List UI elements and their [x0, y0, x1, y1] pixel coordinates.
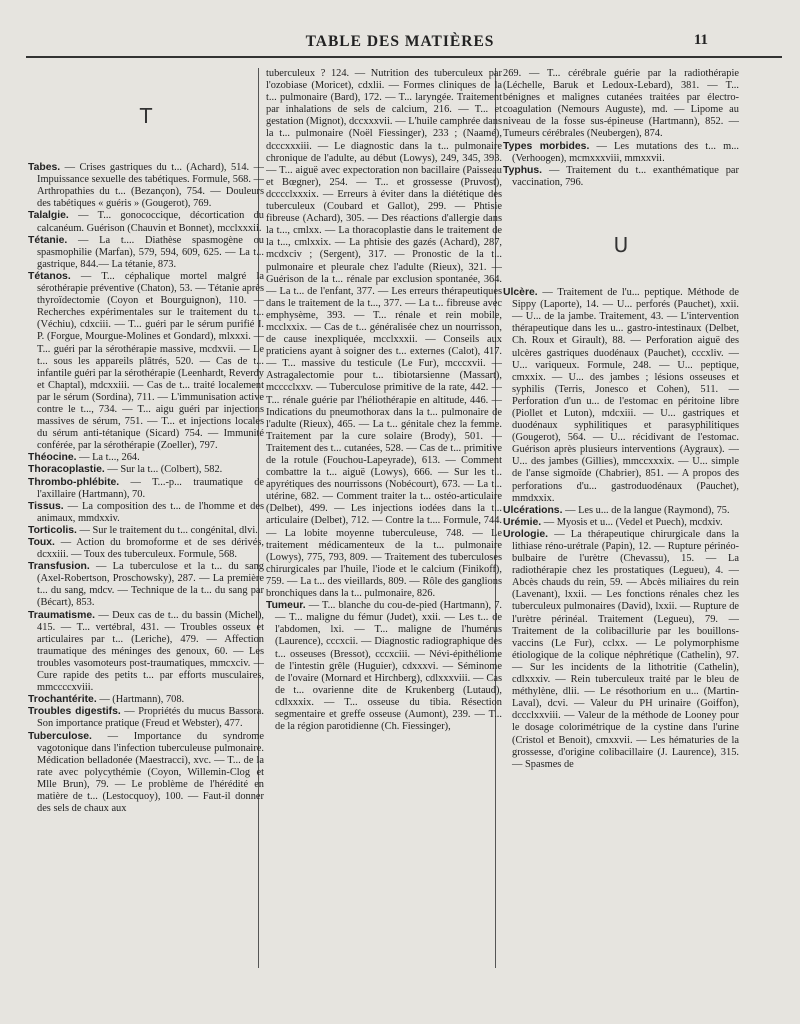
entry-headword: Urologie. — [503, 528, 549, 540]
index-entry — [28, 525, 264, 537]
entry-headword: Troubles digestifs. — [28, 706, 121, 718]
index-entry — [28, 210, 264, 234]
entry-headword: Tissus. — [28, 500, 64, 512]
index-entry — [503, 505, 739, 517]
index-entry — [28, 706, 264, 730]
section-letter-t: T — [139, 104, 153, 128]
index-entries-u — [503, 287, 739, 771]
index-entry — [503, 529, 739, 771]
index-entry — [28, 452, 264, 464]
index-entry — [28, 537, 264, 561]
index-entry — [28, 162, 264, 210]
entry-text: — Myosis et u... (Vedel et Puech), mcdxiv. — [541, 516, 723, 528]
entry-headword: Tumeur. — [266, 600, 306, 612]
index-entry — [503, 165, 739, 189]
entry-text: — T... gonococcique, décortication du calcanéum. Guérison (Chauvin et Bonnet), mcclxxxii. — [37, 210, 264, 234]
entry-text: — La t..., 264. — [76, 452, 140, 464]
entry-headword: Tabes. — [28, 162, 61, 174]
entry-text: — T... céphalique mortel malgré la sérothérapie préventive (Chaton), 53. — Tétanie après thyroïdectomie (Coyon et Bourguignon), 110. — Recherches expérimentales sur le traitement du t... (Véchiu), cdxciii. — T... guéri par le sérum purifié I. P. (Forgue, Mourgue-Molines et Gondard), mlxxxi. — T... guéri par la sérothérapie massive, mcdxvii. — Le t... sous les appareils plâtrés, 520. — Cas de t... infantile guéri par la sérothérapie (Leenhardt, Reverdy et Chaptal), mdcxxiii. — Cas de t... traité localement par le sérum (Sordina), 711. — L'immunisation active contre le t..., 734. — T... aigu guéri par injections massives de sérum, 751. — T... et injections locales du sérum anti-tétanique (Sicard) 754. — Immunité conférée, par la sérothérapie (Zoeller), 797. — [37, 270, 264, 452]
index-entry — [28, 694, 264, 706]
entry-headword: Trochantérite. — [28, 694, 97, 706]
index-entry — [28, 561, 264, 609]
index-entries-types — [503, 141, 739, 189]
entry-headword: Talalgie. — [28, 210, 69, 222]
index-entry — [28, 610, 264, 695]
entry-text: — La tuberculose et la t... du sang (Axel-Robertson, Proschowsky), 287. — La première t... du sang, mdcv. — Technique de la t... du sang par (Bécart), 853. — [37, 561, 264, 609]
entry-text: — Propriétés du mucus Bassora. Son importance pratique (Freud et Webster), 477. — [37, 706, 264, 730]
entry-text: — Importance du syndrome vagotonique dans l'infection tuberculeuse pulmonaire. Médication belladonée (Maestracci), xvc. — T... de la rate avec polycythémie (Coyon, Willemin-Clog et Mlle Brun), 79. — Le problème de l'hérédité en matière de t... (Lestocquoy), 100. — Faut-il donner des sels de chaux aux — [37, 730, 264, 815]
entry-headword: Tétanie. — [28, 234, 68, 246]
index-entry — [503, 141, 739, 165]
entry-text: — Traitement du t... exanthématique par vaccination, 796. — [512, 164, 739, 188]
entry-headword: Transfusion. — [28, 561, 90, 573]
entry-headword: Typhus. — [503, 164, 543, 176]
entry-text: — Sur le traitement du t... congénital, dlvi. — [76, 524, 258, 536]
continued-text: tuberculeux ? 124. — Nutrition des tuberculeux par l'ozobiase (Moricet), cdxlii. — Formes cliniques de la t... pulmonaire (Bard), 172. — T... laryngée. Traitement par inhalations de sels de calcium, 216. — T... et gestation (Mignot), dccxxxvii. — L'huile camphrée dans la t... pulmonaire (Noël Fiessinger), 233 ; (Naamé), dcccxxxiii. — Le diagnostic dans la t... pulmonaire chronique de l'adulte, au début (Lowys), 249, 345, 393. — T... aiguë avec expectoration non bacillaire (Paisseau et Bœgner), 254. — T... et grossesse (Pruvost), dcccclxxxix. — Erreurs à éviter dans la diététique des tuberculeux (Coubard et Gallot), 299. — Phtisie fibreuse (Achard), 305. — Des réactions d'allergie dans la t..., cmlxx. — La thoracoplastie dans le traitement de la t..., cmlxxix. — La phtisie des gazés (Achard), 287, mcdxciv ; (Sergent), 317. — Pronostic de la t... pulmonaire et pleurale chez l'adulte (Rieux), 321. — Guérison de la t... rénale par exclusion spontanée, 364. — La t... de l'enfant, 377. — Les erreurs thérapeutiques dans le traitement de la t..., 377. — La t... fibreuse avec emphysème, 393. — T... rénale et rein mobile, mcclxxix. — Cas de t... généralisée chez un nourrisson, de cause inexpliquée, mcclxxxii. — Conseils aux praticiens ayant à soigner des t... externes (Calot), 417. — T... massive du testicule (Le Fur), mcccxvii. — Astragalectomie pour t... tibiotarsienne (Massart), mcccclxxv. — Tuberculose primitive de la rate, 442. — T... rénale guérie par l'héliothérapie en altitude, 446. — Indications du pneumothorax dans la t... pulmonaire de l'adulte (Rieux), 465. — La t... génitale chez la femme. Traitement par la cure solaire (Brody), 501. — Traitement des t... cutanées, 528. — Cas de t... primitive de la rotule (Fouchou-Lapeyrade), 613. — Comment combattre la t... aiguë (Lowys), 666. — Sur les t... apyrétiques des nourrissons (Nobécourt), 673. — La t... utérine, 682. — Comment traiter la t... ostéo-articulaire (Delbet), 499. — Les injections iodées dans la t... articulaire (Delbet), 712. — Contre la t.... Formule, 744. — La lobite moyenne tuberculeuse, 748. — Le traitement médicamenteux de la t... pulmonaire (Lowys), 775, 793, 809. — Traitement des tuberculoses chirurgicales par l'huile, l'iode et le calcium (Finikoff), 759. — La t... des vieillards, 809. — Rôle des ganglions bronchiques dans la t... pulmonaire, 826. — [266, 68, 502, 600]
entry-text: — Sur la t... (Colbert), 582. — [104, 464, 223, 476]
entry-text: — Action du bromoforme et de ses dérivés, dcxxiii. — Toux des tuberculeux. Formule, 568. — [37, 537, 264, 561]
index-entry — [28, 235, 264, 271]
entry-headword: Types morbides. — [503, 140, 590, 152]
index-entry — [503, 287, 739, 505]
entry-headword: Urémie. — [503, 516, 542, 528]
index-entry — [28, 501, 264, 525]
index-entry — [266, 600, 502, 733]
entry-text: — (Hartmann), 708. — [96, 694, 185, 706]
entry-text: — La t.... Diathèse spasmogène ou spasmophilie (Marfan), 579, 594, 609, 625. — La t... gastrique, 844.— La tétanie, 873. — [37, 234, 264, 270]
entry-headword: Tétanos. — [28, 270, 71, 282]
entry-text: — La thérapeutique chirurgicale dans la lithiase réno-urétrale (Papin), 12. — Rupture périnéo-bulbaire de l'urètre (Chevassu), 15. — La radiothérapie chez les prostatiques (Legueu), 4. — Abcès chauds du rein, 59. — Abcès miliaires du rein (Lavenant), lxxii. — Les fonctions rénales chez les tuberculeux pulmonaires (David), lxxii. — Rupture de l'urètre périnéal. Traitement (Legueu), 79. — Traitement de la colibacillurie par les bouillons-vaccins (Le Fur), cclxx. — Le polymorphisme étiologique de la colique néphrétique (Cathelin), 97. — Sur les incidents de la lithotritie (Cathelin), cdlxxxiv. — Rein tuberculeux traité par le bleu de méthylène, dlii. — Le résothorium en u... (Martin-Laval), dcvi. — Valeur du PH urinaire (Goiffon), dccclxxviii. — Valeur de la méthode de Looney pour le dosage colorimétrique de la cystine dans l'urine (Cristol et Benoit), cmxxvii. — Les hématuries de la grossesse, d'origine colibacillaire (J. Laurence), 315. — Spasmes de — [512, 528, 739, 770]
column-left — [28, 68, 264, 1018]
column-middle — [266, 68, 502, 1018]
index-entry — [28, 477, 264, 501]
continued-text: 269. — T... cérébrale guérie par la radiothérapie (Léchelle, Baruk et Ledoux-Lebard), 381. — T... bénignes et malignes cutanées traitées par électro-coagulation (Nemours Auguste), md. — Lipome au niveau de la fosse sus-épineuse (Hartmann), 852. — Tumeurs cérébrales (Neubergen), 874. — [503, 68, 739, 140]
index-entry — [28, 731, 264, 816]
entry-text: — Les u... de la langue (Raymond), 75. — [562, 504, 730, 516]
entry-headword: Ulcérations. — [503, 504, 563, 516]
entry-text: — T... blanche du cou-de-pied (Hartmann), 7. — T... maligne du fémur (Judet), xxii. — Les t... de l'abdomen, lxi. — T... maligne de l'humérus (Laurence), cccxcii. — Diagnostic radiographique des t... osseuses (Bressot), cccxciii. — Névi-épithéliome de l'intestin grêle (Huguier), cdxxxvi. — Séminome de l'ovaire (Mornard et Hirchberg), cdlxxxviii. — Cas de t... ovarienne dite de Krukenberg (Lutaud), cdlxxxix. — T... osseuse du tibia. Résection segmentaire et greffe osseuse (Aumont), 239. — T... de la région parotidienne (Ch. Fiessinger), — [275, 600, 502, 733]
entry-text: — Traitement de l'u... peptique. Méthode de Sippy (Laporte), 14. — U... perforés (Pauchet), xxii. — U... de la jambe. Traitement, 43. — L'intervention thérapeutique dans les u... gastro-intestinaux (Delbet, Ch. Roux et Girault), 88. — Perforation aiguë des ulcères gastriques duodénaux (Pauchet), cccxliv. — U... variqueux. Formule, 248. — U... peptique, cmxxix. — U... des jambes ; lésions osseuses et syphilis (Terris, Jonesco et Cohen), 511. — Perforation d'un u... de l'estomac en péritoine libre (Piollet et Luton), mdcxiii. — U... gastriques et duodénaux syphilitiques et parasyphilitiques (Gougerot), 564. — U... récidivant de l'estomac. Guérison après plusieurs interventions (Aygraux). — U... des jambes (Gillies), mmccxxxix. — U... simple de l'anse sigmoïde (Chabrier), 851. — A propos des perforations d'u... gastroduodénaux (Pauchet), mmdxxix. — [512, 287, 739, 504]
entry-headword: Torticolis. — [28, 524, 77, 536]
entry-headword: Traumatisme. — [28, 609, 95, 621]
index-entry — [503, 517, 739, 529]
entry-text: — La composition des t... de l'homme et des animaux, mmdxxiv. — [37, 500, 264, 524]
entry-headword: Tuberculose. — [28, 730, 92, 742]
index-entries-t — [28, 162, 264, 815]
entry-headword: Thoracoplastie. — [28, 464, 105, 476]
entry-text: — T...-p... traumatique de l'axillaire (Hartmann), 70. — [37, 476, 264, 500]
entry-text: — Deux cas de t... du bassin (Michel), 415. — T... vertébral, 431. — Troubles osseux et articulaires par t... (Leriche), 479. — Affection traumatique des méninges des genoux, 60. — Les troubles vasomoteurs post-traumatiques, mmcxciv. — Cure rapide des petits t... par efforts musculaires, mmccccxviii. — [37, 609, 264, 694]
entry-headword: Thrombo-phlébite. — [28, 476, 120, 488]
section-letter-u: U — [613, 232, 629, 257]
index-entries-tumeur — [266, 600, 502, 733]
entry-text: — Les mutations des t... m... (Verhoogen), mcmxxxviii, mmxxvii. — [512, 140, 739, 164]
column-right — [503, 68, 739, 1018]
entry-headword: Ulcère. — [503, 287, 538, 299]
index-entry — [28, 464, 264, 476]
running-title: TABLE DES MATIÈRES — [305, 33, 495, 50]
entry-headword: Théocine. — [28, 452, 77, 464]
page-number: 11 — [693, 32, 708, 48]
entry-headword: Toux. — [28, 537, 55, 548]
index-entry — [28, 271, 264, 452]
header-rule — [26, 56, 782, 58]
entry-text: — Crises gastriques du t... (Achard), 514. — Impuissance sexuelle des tabétiques. Formule, 568. — Arthropathies du t... (Bezançon), 754. — Douleurs des tabétiques « guéris » (Gougerot), 769. — [37, 162, 264, 210]
